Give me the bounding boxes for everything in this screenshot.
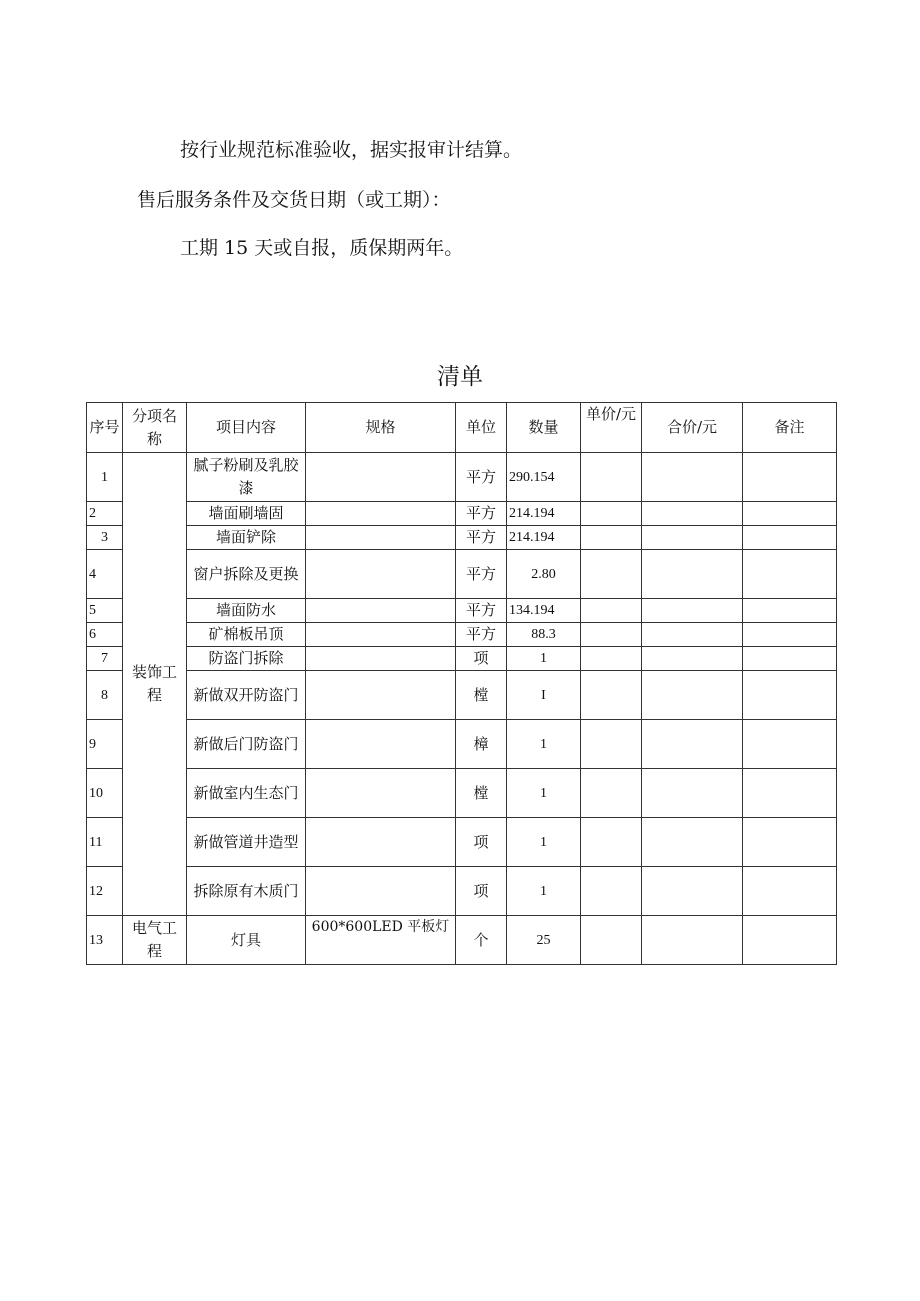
row-total-price bbox=[642, 867, 743, 916]
table-header-row bbox=[87, 403, 837, 453]
row-unit-price bbox=[581, 769, 642, 818]
row-unit: 平方 bbox=[456, 599, 507, 623]
table-row bbox=[87, 623, 837, 647]
row-unit-price bbox=[581, 671, 642, 720]
table-row bbox=[87, 867, 837, 916]
row-item: 新做管道井造型 bbox=[187, 818, 306, 867]
row-unit: 平方 bbox=[456, 453, 507, 502]
row-unit: 平方 bbox=[456, 526, 507, 550]
row-quantity: I bbox=[507, 671, 581, 720]
table-row bbox=[87, 818, 837, 867]
row-unit: 个 bbox=[456, 916, 507, 965]
row-unit-price bbox=[581, 453, 642, 502]
row-remarks bbox=[743, 769, 837, 818]
row-remarks bbox=[743, 647, 837, 671]
row-total-price bbox=[642, 671, 743, 720]
row-quantity: 290.154 bbox=[507, 453, 581, 502]
row-unit-price bbox=[581, 720, 642, 769]
row-index: 1 bbox=[87, 453, 123, 502]
header-unit: 单位 bbox=[456, 403, 507, 453]
row-unit: 平方 bbox=[456, 623, 507, 647]
row-unit-price bbox=[581, 867, 642, 916]
row-total-price bbox=[642, 502, 743, 526]
row-index: 9 bbox=[87, 720, 123, 769]
row-spec bbox=[306, 720, 456, 769]
header-item: 项目内容 bbox=[187, 403, 306, 453]
row-total-price bbox=[642, 818, 743, 867]
row-item: 防盗门拆除 bbox=[187, 647, 306, 671]
row-unit: 平方 bbox=[456, 550, 507, 599]
service-terms-paragraph: 工期 15 天或自报，质保期两年。 bbox=[180, 237, 464, 259]
row-item: 窗户拆除及更换 bbox=[187, 550, 306, 599]
row-unit-price bbox=[581, 502, 642, 526]
header-unit-price: 单价/元 bbox=[581, 403, 642, 453]
row-item: 新做后门防盗门 bbox=[187, 720, 306, 769]
row-quantity: 1 bbox=[507, 867, 581, 916]
row-spec bbox=[306, 550, 456, 599]
table-row bbox=[87, 526, 837, 550]
table-row bbox=[87, 720, 837, 769]
row-unit: 樟 bbox=[456, 720, 507, 769]
row-unit-price bbox=[581, 916, 642, 965]
row-spec bbox=[306, 623, 456, 647]
row-item: 灯具 bbox=[187, 916, 306, 965]
table-row bbox=[87, 550, 837, 599]
row-remarks bbox=[743, 526, 837, 550]
row-item: 新做室内生态门 bbox=[187, 769, 306, 818]
row-remarks bbox=[743, 916, 837, 965]
row-item: 矿棉板吊顶 bbox=[187, 623, 306, 647]
row-unit-price bbox=[581, 550, 642, 599]
row-index: 13 bbox=[87, 916, 123, 965]
row-unit: 项 bbox=[456, 647, 507, 671]
row-quantity: 1 bbox=[507, 647, 581, 671]
row-remarks bbox=[743, 502, 837, 526]
list-title: 清单 bbox=[437, 364, 483, 390]
table-row bbox=[87, 453, 837, 502]
row-index: 12 bbox=[87, 867, 123, 916]
row-total-price bbox=[642, 550, 743, 599]
table-row bbox=[87, 502, 837, 526]
header-index: 序号 bbox=[87, 403, 123, 453]
row-unit-price bbox=[581, 647, 642, 671]
row-index: 2 bbox=[87, 502, 123, 526]
row-index: 8 bbox=[87, 671, 123, 720]
row-quantity: 134.194 bbox=[507, 599, 581, 623]
table-row bbox=[87, 671, 837, 720]
row-remarks bbox=[743, 550, 837, 599]
row-quantity: 2.80 bbox=[507, 550, 581, 599]
category-electrical: 电气工程 bbox=[123, 916, 187, 965]
bill-of-quantities-table bbox=[86, 402, 837, 965]
row-index: 6 bbox=[87, 623, 123, 647]
row-remarks bbox=[743, 453, 837, 502]
row-quantity: 25 bbox=[507, 916, 581, 965]
header-spec: 规格 bbox=[306, 403, 456, 453]
row-spec: 600*600LED 平板灯 bbox=[306, 916, 456, 965]
row-unit: 项 bbox=[456, 818, 507, 867]
row-quantity: 1 bbox=[507, 818, 581, 867]
category-decoration: 装饰工程 bbox=[123, 453, 187, 916]
row-unit-price bbox=[581, 599, 642, 623]
row-spec bbox=[306, 671, 456, 720]
row-total-price bbox=[642, 720, 743, 769]
row-spec bbox=[306, 599, 456, 623]
row-item: 墙面防水 bbox=[187, 599, 306, 623]
row-quantity: 1 bbox=[507, 769, 581, 818]
row-total-price bbox=[642, 916, 743, 965]
row-unit: 樘 bbox=[456, 671, 507, 720]
row-item: 新做双开防盗门 bbox=[187, 671, 306, 720]
row-spec bbox=[306, 769, 456, 818]
row-remarks bbox=[743, 599, 837, 623]
header-remarks: 备注 bbox=[743, 403, 837, 453]
row-quantity: 88.3 bbox=[507, 623, 581, 647]
row-index: 11 bbox=[87, 818, 123, 867]
header-quantity: 数量 bbox=[507, 403, 581, 453]
header-category: 分项名称 bbox=[123, 403, 187, 453]
service-heading: 售后服务条件及交货日期（或工期）： bbox=[137, 189, 451, 211]
row-item: 拆除原有木质门 bbox=[187, 867, 306, 916]
row-index: 10 bbox=[87, 769, 123, 818]
row-index: 3 bbox=[87, 526, 123, 550]
header-total-price: 合价/元 bbox=[642, 403, 743, 453]
row-unit-price bbox=[581, 623, 642, 647]
row-quantity: 214.194 bbox=[507, 526, 581, 550]
table-row bbox=[87, 647, 837, 671]
row-remarks bbox=[743, 720, 837, 769]
row-spec bbox=[306, 867, 456, 916]
row-unit-price bbox=[581, 526, 642, 550]
row-spec bbox=[306, 526, 456, 550]
row-total-price bbox=[642, 526, 743, 550]
table-row bbox=[87, 916, 837, 965]
row-unit-price bbox=[581, 818, 642, 867]
row-total-price bbox=[642, 599, 743, 623]
row-remarks bbox=[743, 867, 837, 916]
row-quantity: 214.194 bbox=[507, 502, 581, 526]
table-row bbox=[87, 599, 837, 623]
row-total-price bbox=[642, 623, 743, 647]
row-spec bbox=[306, 647, 456, 671]
table-row bbox=[87, 769, 837, 818]
row-item: 墙面铲除 bbox=[187, 526, 306, 550]
row-unit: 平方 bbox=[456, 502, 507, 526]
row-spec bbox=[306, 502, 456, 526]
row-unit: 项 bbox=[456, 867, 507, 916]
row-quantity: 1 bbox=[507, 720, 581, 769]
acceptance-paragraph: 按行业规范标准验收，据实报审计结算。 bbox=[180, 139, 523, 161]
row-item: 墙面刷墙固 bbox=[187, 502, 306, 526]
row-item: 腻子粉刷及乳胶漆 bbox=[187, 453, 306, 502]
row-spec bbox=[306, 453, 456, 502]
row-unit: 樘 bbox=[456, 769, 507, 818]
row-index: 4 bbox=[87, 550, 123, 599]
row-total-price bbox=[642, 769, 743, 818]
row-total-price bbox=[642, 647, 743, 671]
row-remarks bbox=[743, 623, 837, 647]
row-remarks bbox=[743, 818, 837, 867]
row-remarks bbox=[743, 671, 837, 720]
row-index: 5 bbox=[87, 599, 123, 623]
row-spec bbox=[306, 818, 456, 867]
row-total-price bbox=[642, 453, 743, 502]
row-index: 7 bbox=[87, 647, 123, 671]
